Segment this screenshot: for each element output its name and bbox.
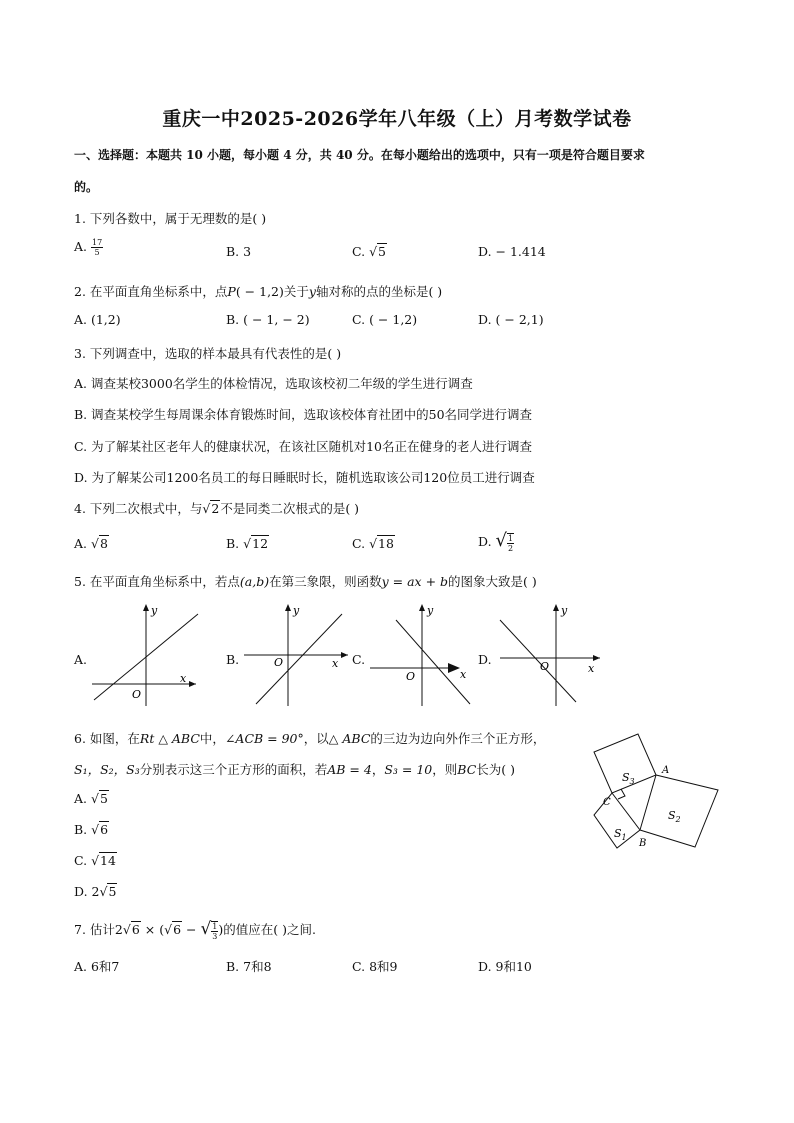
q6-triangle: Rt △ ABC xyxy=(139,731,200,746)
q6-figure xyxy=(588,728,724,854)
q4-a-radicand: 8 xyxy=(99,536,108,551)
q6-l1-part4: 的三边为边向外作三个正方形， xyxy=(370,731,546,746)
q3-stem: 3. 下列调查中，选取的样本最具有代表性的是( ) xyxy=(74,346,342,361)
q2-stem-part2: ( − 1,2)关于 xyxy=(235,284,309,299)
q1-option-b: B. 3 xyxy=(226,244,252,259)
q1-c-radicand: 5 xyxy=(378,244,386,259)
x-axis-arrow xyxy=(593,655,600,661)
q1-a-denominator: 5 xyxy=(94,248,100,257)
q6-angle: ∠ACB = 90° xyxy=(224,731,304,746)
x-axis-arrow xyxy=(448,663,460,673)
q7-stem-part1: 7. 估计 xyxy=(74,922,115,937)
q3-option-a: A. 调查某校3000名学生的体检情况，选取该校初二年级的学生进行调查 xyxy=(74,376,473,391)
q6-triangle-2: △ ABC xyxy=(328,731,371,746)
q6-bc: BC xyxy=(457,762,477,777)
x-axis-label: x xyxy=(180,672,187,685)
y-axis-arrow xyxy=(419,604,425,611)
q4-option-b: B. √12 xyxy=(226,536,269,551)
q4-stem-radicand: 2 xyxy=(211,501,220,516)
q6-l2-part2: ， xyxy=(371,762,385,777)
q5-stem-part1: 5. 在平面直角坐标系中，若点 xyxy=(74,574,240,589)
y-axis-label: y xyxy=(293,604,300,617)
q6-stem-line2 xyxy=(74,760,515,778)
q7-radicand-1: 6 xyxy=(131,922,140,937)
q4-b-label: B. xyxy=(226,536,240,551)
vertex-c-label: C xyxy=(603,797,611,808)
q7-times: × ( xyxy=(140,922,165,937)
q6-a-radicand: 5 xyxy=(99,791,108,806)
q2-option-b: B. ( − 1, − 2) xyxy=(226,312,310,327)
q5-option-c-label: C. xyxy=(352,652,366,667)
x-axis-arrow xyxy=(189,681,196,687)
q7-option-c: C. 8和9 xyxy=(352,959,398,974)
q2-axis-y: y xyxy=(308,284,316,299)
vertex-a-label: A xyxy=(662,765,670,776)
q4-a-label: A. xyxy=(74,536,88,551)
q6-option-c: C. √14 xyxy=(74,853,116,868)
q4-stem-part1: 4. 下列二次根式中，与 xyxy=(74,501,203,516)
q6-option-b: B. √6 xyxy=(74,822,109,837)
q3-option-c: C. 为了解某社区老年人的健康状况，在该社区随机对10名正在健身的老人进行调查 xyxy=(74,439,532,454)
q1-stem: 1. 下列各数中，属于无理数的是( ) xyxy=(74,211,267,226)
q5-point: (a,b) xyxy=(239,574,270,589)
q1-option-c: C. √5 xyxy=(352,244,386,259)
section-instructions-line1: 一、选择题：本题共 10 小题，每小题 4 分，共 40 分。在每小题给出的选项中，只有一项是符合题目要求 xyxy=(74,148,645,162)
q6-l2-part3: ，则 xyxy=(432,762,458,777)
q6-ab-value: AB = 4 xyxy=(327,762,372,777)
q2-option-c: C. ( − 1,2) xyxy=(352,312,418,327)
q6-a-label: A. xyxy=(74,791,88,806)
q5-option-d-label: D. xyxy=(478,652,492,667)
q5-option-b-label: B. xyxy=(226,652,240,667)
square-s3 xyxy=(594,734,656,793)
q7-numerator: 1 xyxy=(212,921,218,931)
function-line xyxy=(396,620,470,704)
q2-stem xyxy=(74,282,442,300)
q6-areas: S₁，S₂，S₃ xyxy=(74,762,140,777)
q6-option-d: D. 2√5 xyxy=(74,884,117,899)
y-axis-label: y xyxy=(427,604,434,617)
section-instructions-line2: 的。 xyxy=(74,180,99,194)
q4-c-radicand: 18 xyxy=(378,536,394,551)
vertex-b-label: B xyxy=(639,838,647,849)
q1-option-d: D. − 1.414 xyxy=(478,244,546,259)
q5-graph-c xyxy=(366,600,478,710)
page-title: 重庆一中2025-2026学年八年级（上）月考数学试卷 xyxy=(162,108,632,130)
q6-option-a: A. √5 xyxy=(74,791,108,806)
x-axis-label: x xyxy=(460,668,467,681)
q5-option-a-label: A. xyxy=(74,652,88,667)
q7-coefficient: 2 xyxy=(114,922,123,937)
q6-l1-part3: ，以 xyxy=(303,731,329,746)
q3-option-b: B. 调查某校学生每周课余体育锻炼时间，选取该校体育社团中的50名同学进行调查 xyxy=(74,407,533,422)
q2-stem-part3: 轴对称的点的坐标是( ) xyxy=(315,284,443,299)
s3-label: $S_3$ xyxy=(622,771,635,786)
q5-stem-part2: 在第三象限，则函数 xyxy=(269,574,382,589)
q1-option-a xyxy=(74,238,103,257)
q4-stem-part2: 不是同类二次根式的是( ) xyxy=(220,501,360,516)
q1-a-fraction xyxy=(91,238,103,257)
y-axis-arrow xyxy=(553,604,559,611)
q6-l2-part4: 长为( ) xyxy=(476,762,515,777)
q7-option-b: B. 7和8 xyxy=(226,959,272,974)
q7-option-d: D. 9和10 xyxy=(478,959,532,974)
q3-option-d: D. 为了解某公司1200名员工的每日睡眠时长，随机选取该公司120位员工进行调查 xyxy=(74,470,535,485)
q4-b-radicand: 12 xyxy=(252,536,269,551)
x-axis-label: x xyxy=(588,662,595,675)
q4-stem: 4. 下列二次根式中，与√2不是同类二次根式的是( ) xyxy=(74,501,360,516)
q6-d-coefficient: 2 xyxy=(91,884,100,899)
q6-s3-value: S₃ = 10 xyxy=(384,762,433,777)
q6-d-radicand: 5 xyxy=(108,884,117,899)
y-axis-label: y xyxy=(561,604,568,617)
origin-label: O xyxy=(132,688,142,701)
q7-stem-part2: )的值应在( )之间. xyxy=(218,922,316,937)
q4-c-label: C. xyxy=(352,536,366,551)
q5-function: y = ax + b xyxy=(381,574,449,589)
q6-l1-part1: 6. 如图，在 xyxy=(74,731,140,746)
q6-b-radicand: 6 xyxy=(100,822,109,837)
origin-label: O xyxy=(274,656,284,669)
origin-label: O xyxy=(406,670,416,683)
q6-c-radicand: 14 xyxy=(100,853,116,868)
q4-option-a: A. √8 xyxy=(74,536,108,551)
q1-a-label: A. xyxy=(74,239,88,254)
q2-stem-part1: 2. 在平面直角坐标系中，点 xyxy=(74,284,228,299)
q7-minus: − xyxy=(182,922,201,937)
q4-d-denominator: 2 xyxy=(508,543,514,553)
q6-l1-part2: 中， xyxy=(199,731,225,746)
q5-graph-d xyxy=(496,600,608,710)
q4-option-c: C. √18 xyxy=(352,536,394,551)
q5-stem-part3: 的图象大致是( ) xyxy=(448,574,537,589)
y-axis-arrow xyxy=(285,604,291,611)
q7-stem: 7. 估计2√6 × (√6 − √ $\frac{1}{3}$ )的值应在( )之间. xyxy=(74,919,316,941)
q4-d-numerator: 1 xyxy=(508,533,514,543)
q7-radicand-2: 6 xyxy=(173,922,182,937)
q2-option-a: A. (1,2) xyxy=(74,312,121,327)
y-axis-label: y xyxy=(151,604,158,617)
q1-c-label: C. xyxy=(352,244,366,259)
q6-c-label: C. xyxy=(74,853,88,868)
s2-label: $S_2$ xyxy=(668,809,681,824)
q4-d-label: D. xyxy=(478,534,492,549)
q6-b-label: B. xyxy=(74,822,88,837)
q6-d-label: D. xyxy=(74,884,88,899)
function-line xyxy=(256,614,342,704)
q5-graph-b xyxy=(240,600,352,710)
q2-option-d: D. ( − 2,1) xyxy=(478,312,544,327)
square-s2 xyxy=(640,775,718,847)
q7-denominator: 3 xyxy=(212,931,218,941)
s1-label: $S_1$ xyxy=(614,827,627,842)
q1-a-numerator: 17 xyxy=(92,238,103,247)
origin-label: O xyxy=(540,660,550,673)
x-axis-arrow xyxy=(341,652,348,658)
x-axis-label: x xyxy=(332,657,339,670)
q6-l2-part1: 分别表示这三个正方形的面积，若 xyxy=(139,762,328,777)
q5-stem xyxy=(74,572,537,590)
q6-stem-line1 xyxy=(74,729,545,747)
q5-graph-a xyxy=(88,600,200,710)
y-axis-arrow xyxy=(143,604,149,611)
q7-option-a: A. 6和7 xyxy=(74,959,120,974)
q2-point-p: P xyxy=(227,284,236,299)
function-line xyxy=(500,620,576,702)
q4-option-d: D. √ $\frac{1}{2}$ xyxy=(478,530,514,553)
